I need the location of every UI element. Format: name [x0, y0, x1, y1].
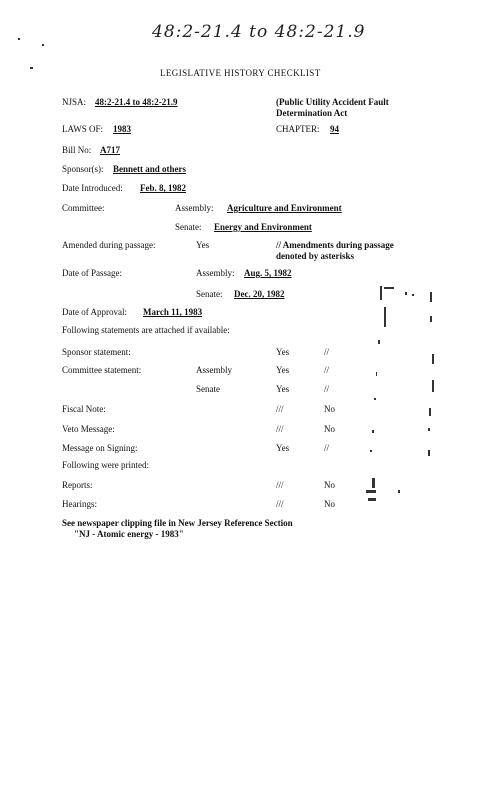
- sponsors-value: Bennett and others: [113, 164, 187, 174]
- date-of-passage-label: Date of Passage:: [62, 268, 122, 278]
- committee-statement-senate-col2: //: [324, 384, 330, 394]
- chapter-label: CHAPTER:: [276, 124, 320, 134]
- committee-statement-assembly-col1: Yes: [276, 365, 290, 375]
- committee-assembly-value: Agriculture and Environment: [227, 203, 342, 213]
- njsa-value: 48:2-21.4 to 48:2-21.9: [95, 97, 178, 107]
- reports-col2: No: [324, 480, 335, 490]
- committee-label: Committee:: [62, 203, 105, 213]
- amended-note-line1: // Amendments during passage: [276, 240, 394, 250]
- amended-value: Yes: [196, 240, 210, 250]
- laws-of-label: LAWS OF:: [62, 124, 104, 134]
- hearings-col1: ///: [276, 499, 284, 509]
- following-attached-text: Following statements are attached if available:: [62, 325, 230, 335]
- fiscal-note-col1: ///: [276, 404, 284, 414]
- page-title: LEGISLATIVE HISTORY CHECKLIST: [160, 68, 321, 78]
- committee-senate-value: Energy and Environment: [214, 222, 312, 232]
- reports-col1: ///: [276, 480, 284, 490]
- committee-senate-label: Senate:: [175, 222, 202, 232]
- handwritten-statute-range: 48:2-21.4 to 48:2-21.9: [152, 22, 366, 42]
- committee-assembly-label: Assembly:: [175, 203, 214, 213]
- fiscal-note-col2: No: [324, 404, 335, 414]
- date-introduced-label: Date Introduced:: [62, 183, 123, 193]
- committee-statement-senate-col1: Yes: [276, 384, 290, 394]
- chapter-value: 94: [330, 124, 339, 134]
- footer-clipping-subject: "NJ - Atomic energy - 1983": [74, 529, 184, 539]
- committee-statement-assembly-col2: //: [324, 365, 330, 375]
- message-on-signing-label: Message on Signing:: [62, 443, 138, 453]
- committee-statement-senate-label: Senate: [196, 384, 220, 394]
- message-on-signing-col2: //: [324, 443, 330, 453]
- sponsor-statement-col2: //: [324, 347, 330, 357]
- message-on-signing-col1: Yes: [276, 443, 290, 453]
- reports-label: Reports:: [62, 480, 93, 490]
- sponsor-statement-col1: Yes: [276, 347, 290, 357]
- footer-clipping-note: See newspaper clipping file in New Jersey Reference Section: [62, 518, 293, 528]
- njsa-label: NJSA:: [62, 97, 87, 107]
- hearings-label: Hearings:: [62, 499, 97, 509]
- hearings-col2: No: [324, 499, 335, 509]
- passage-assembly-label: Assembly:: [196, 268, 235, 278]
- date-of-approval-value: March 11, 1983: [143, 307, 203, 317]
- amended-label: Amended during passage:: [62, 240, 156, 250]
- date-of-approval-label: Date of Approval:: [62, 307, 127, 317]
- fiscal-note-label: Fiscal Note:: [62, 404, 106, 414]
- passage-assembly-value: Aug. 5, 1982: [244, 268, 292, 278]
- amended-note-line2: denoted by asterisks: [276, 251, 355, 261]
- following-printed-text: Following were printed:: [62, 460, 149, 470]
- passage-senate-value: Dec. 20, 1982: [234, 289, 285, 299]
- committee-statement-assembly-label: Assembly: [196, 365, 232, 375]
- committee-statement-label: Committee statement:: [62, 365, 142, 375]
- bill-no-label: Bill No:: [62, 145, 92, 155]
- laws-of-value: 1983: [113, 124, 131, 134]
- act-name-line1: (Public Utility Accident Fault: [276, 97, 389, 107]
- bill-no-value: A717: [100, 145, 120, 155]
- veto-message-label: Veto Message:: [62, 424, 115, 434]
- sponsors-label: Sponsor(s):: [62, 164, 104, 174]
- sponsor-statement-label: Sponsor statement:: [62, 347, 131, 357]
- veto-message-col2: No: [324, 424, 335, 434]
- act-name-line2: Determination Act: [276, 108, 348, 118]
- veto-message-col1: ///: [276, 424, 284, 434]
- passage-senate-label: Senate:: [196, 289, 223, 299]
- date-introduced-value: Feb. 8, 1982: [140, 183, 186, 193]
